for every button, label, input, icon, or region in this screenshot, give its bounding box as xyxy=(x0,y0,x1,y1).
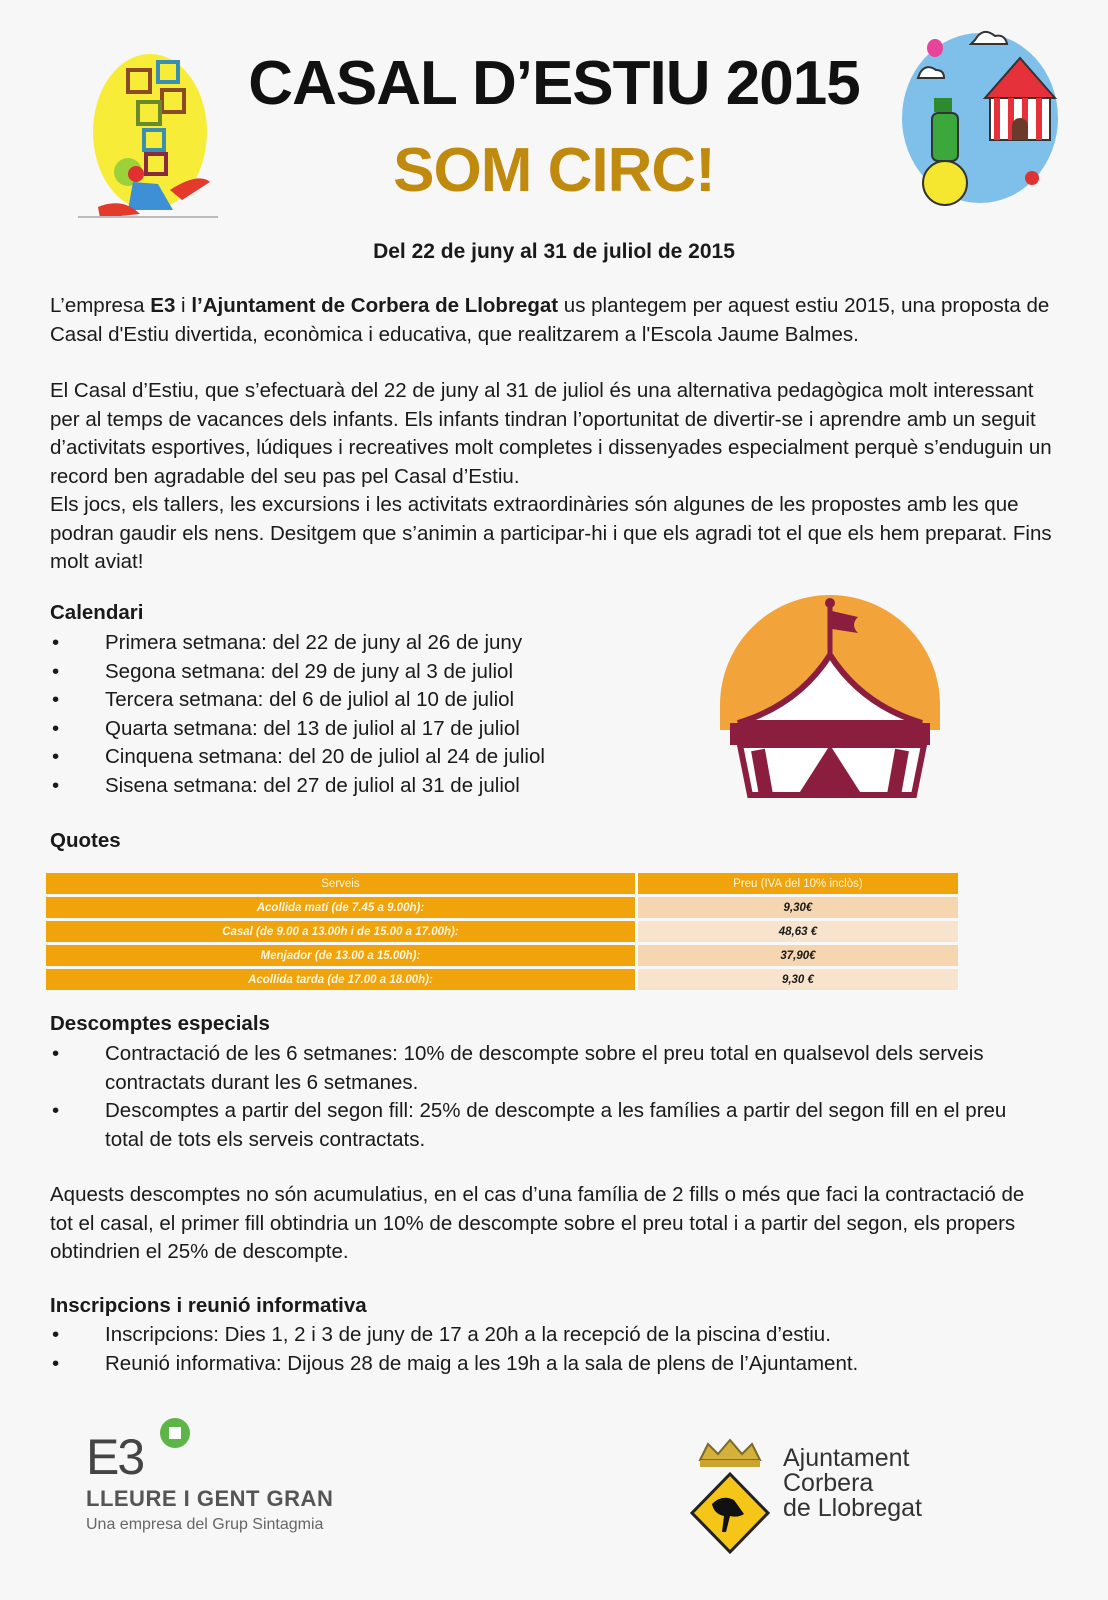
discounts-heading: Descomptes especials xyxy=(50,1012,270,1035)
bullet-icon: • xyxy=(52,1351,60,1375)
list-item xyxy=(50,629,670,658)
registration-heading: Inscripcions i reunió informativa xyxy=(50,1294,367,1317)
list-item xyxy=(50,1350,1050,1379)
calendar-heading: Calendari xyxy=(50,601,144,624)
service-cell: Acollida tarda (de 17.00 a 18.00h): xyxy=(46,969,638,990)
discount-text: Descomptes a partir del segon fill: 25% de descompte a les famílies a partir del segon fill en el preu total de tots els serveis contractats. xyxy=(105,1099,1007,1151)
column-header-price: Preu (IVA del 10% inclòs) xyxy=(638,873,958,894)
e3-logo xyxy=(86,1429,386,1562)
week-text: Tercera setmana: del 6 de juliol al 10 de juliol xyxy=(105,688,515,711)
circus-tent-sun-icon xyxy=(718,585,943,805)
table-row xyxy=(46,945,958,966)
discount-text: Contractació de les 6 setmanes: 10% de descompte sobre el preu total en qualsevol dels serveis contractats durant les 6 setmanes. xyxy=(105,1042,984,1094)
price-cell: 9,30€ xyxy=(638,897,958,918)
column-header-services: Serveis xyxy=(46,873,638,894)
bullet-icon: • xyxy=(52,1042,60,1065)
bullet-icon: • xyxy=(52,773,60,797)
ajuntament-logo xyxy=(690,1438,950,1558)
calendar-list xyxy=(50,629,670,800)
green-square-icon xyxy=(160,1418,190,1448)
bullet-icon: • xyxy=(52,659,60,683)
list-item xyxy=(50,1097,1040,1154)
list-item xyxy=(50,1040,1040,1097)
ajuntament-line1: Ajuntament xyxy=(783,1444,910,1472)
registration-list xyxy=(50,1321,1050,1378)
week-text: Cinquena setmana: del 20 de juliol al 24 de juliol xyxy=(105,745,545,768)
ajuntament-line3: de Llobregat xyxy=(783,1494,923,1522)
bullet-icon: • xyxy=(52,631,60,654)
price-cell: 48,63 € xyxy=(638,921,958,942)
crow-shield-icon xyxy=(690,1438,770,1558)
bullet-icon: • xyxy=(52,1099,60,1122)
activities-text: Els jocs, els tallers, les excursions i les activitats extraordinàries són algunes de les propostes amb les que podran gaudir els nens. Desitgem que s’animin a participar-hi i que els agradi tot el que els hem preparat. Fins molt aviat! xyxy=(50,493,1052,573)
meeting-text: Reunió informativa: Dijous 28 de maig a les 19h a la sala de plens de l’Ajuntament. xyxy=(105,1351,859,1375)
service-cell: Casal (de 9.00 a 13.00h i de 15.00 a 17.00h): xyxy=(46,921,638,942)
divider xyxy=(78,216,218,218)
table-row xyxy=(46,969,958,990)
e3-mark: E3 xyxy=(86,1429,144,1485)
table-row xyxy=(46,897,958,918)
service-cell: Menjador (de 13.00 a 15.00h): xyxy=(46,945,638,966)
registration-text: Inscripcions: Dies 1, 2 i 3 de juny de 17 a 20h a la recepció de la piscina d’estiu. xyxy=(105,1323,831,1346)
bullet-icon: • xyxy=(52,745,60,768)
list-item xyxy=(50,743,670,772)
bullet-icon: • xyxy=(52,688,60,711)
discounts-list xyxy=(50,1040,1040,1154)
table-row xyxy=(46,921,958,942)
intro-paragraph xyxy=(50,292,1060,349)
council-name: l’Ajuntament de Corbera de Llobregat xyxy=(191,294,559,317)
quotes-table xyxy=(46,870,958,993)
intro-text: us plantegem per aquest estiu 2015, una proposta de Casal d'Estiu divertida, econòmica i educativa, que realitzarem a l'Escola Jaume Balmes. xyxy=(50,294,1050,346)
table-header-row xyxy=(46,873,958,894)
bullet-icon: • xyxy=(52,716,60,740)
description-paragraph xyxy=(50,377,1060,577)
week-text: Quarta setmana: del 13 de juliol al 17 de juliol xyxy=(105,716,520,740)
intro-text: i xyxy=(175,294,192,317)
date-range: Del 22 de juny al 31 de juliol de 2015 xyxy=(373,240,735,263)
e3-line2: Una empresa del Grup Sintagmia xyxy=(86,1516,324,1533)
list-item xyxy=(50,658,670,687)
page-title: CASAL D’ESTIU 2015 xyxy=(248,49,860,118)
page-subtitle: SOM CIRC! xyxy=(393,136,715,205)
week-text: Segona setmana: del 29 de juny al 3 de juliol xyxy=(105,659,514,683)
ajuntament-line2: Corbera xyxy=(783,1469,874,1497)
list-item xyxy=(50,686,670,715)
list-item xyxy=(50,715,670,744)
list-item xyxy=(50,1321,1050,1350)
price-cell: 37,90€ xyxy=(638,945,958,966)
ajuntament-text xyxy=(783,1446,922,1521)
discounts-note: Aquests descomptes no són acumulatius, en el cas d’una família de 2 fills o més que faci la contractació de tot el casal, el primer fill obtindria un 10% de descompte sobre el preu total i a partir del segon, els propers obtindrien el 25% de descompte. xyxy=(50,1183,1025,1263)
bullet-icon: • xyxy=(52,1323,60,1346)
quotes-heading: Quotes xyxy=(50,829,121,852)
intro-text: L’empresa xyxy=(50,294,151,317)
list-item xyxy=(50,772,670,801)
week-text: Sisena setmana: del 27 de juliol al 31 de juliol xyxy=(105,773,520,797)
price-cell: 9,30 € xyxy=(638,969,958,990)
service-cell: Acollida matí (de 7.45 a 9.00h): xyxy=(46,897,638,918)
week-text: Primera setmana: del 22 de juny al 26 de juny xyxy=(105,631,523,654)
e3-line1: LLEURE I GENT GRAN xyxy=(86,1486,334,1511)
description-text: El Casal d’Estiu, que s’efectuarà del 22 de juny al 31 de juliol és una alternativa pedagògica molt interessant per al temps de vacances dels infants. Els infants tindran l’oportunitat de divertir-se i aprendre amb un seguit d’activitats esportives, lúdiques i recreatives molt completes i dissenyades especialment perquè s’enduguin un record ben agradable del seu pas pel Casal d’Estiu. xyxy=(50,379,1052,488)
company-name: E3 xyxy=(150,294,176,317)
